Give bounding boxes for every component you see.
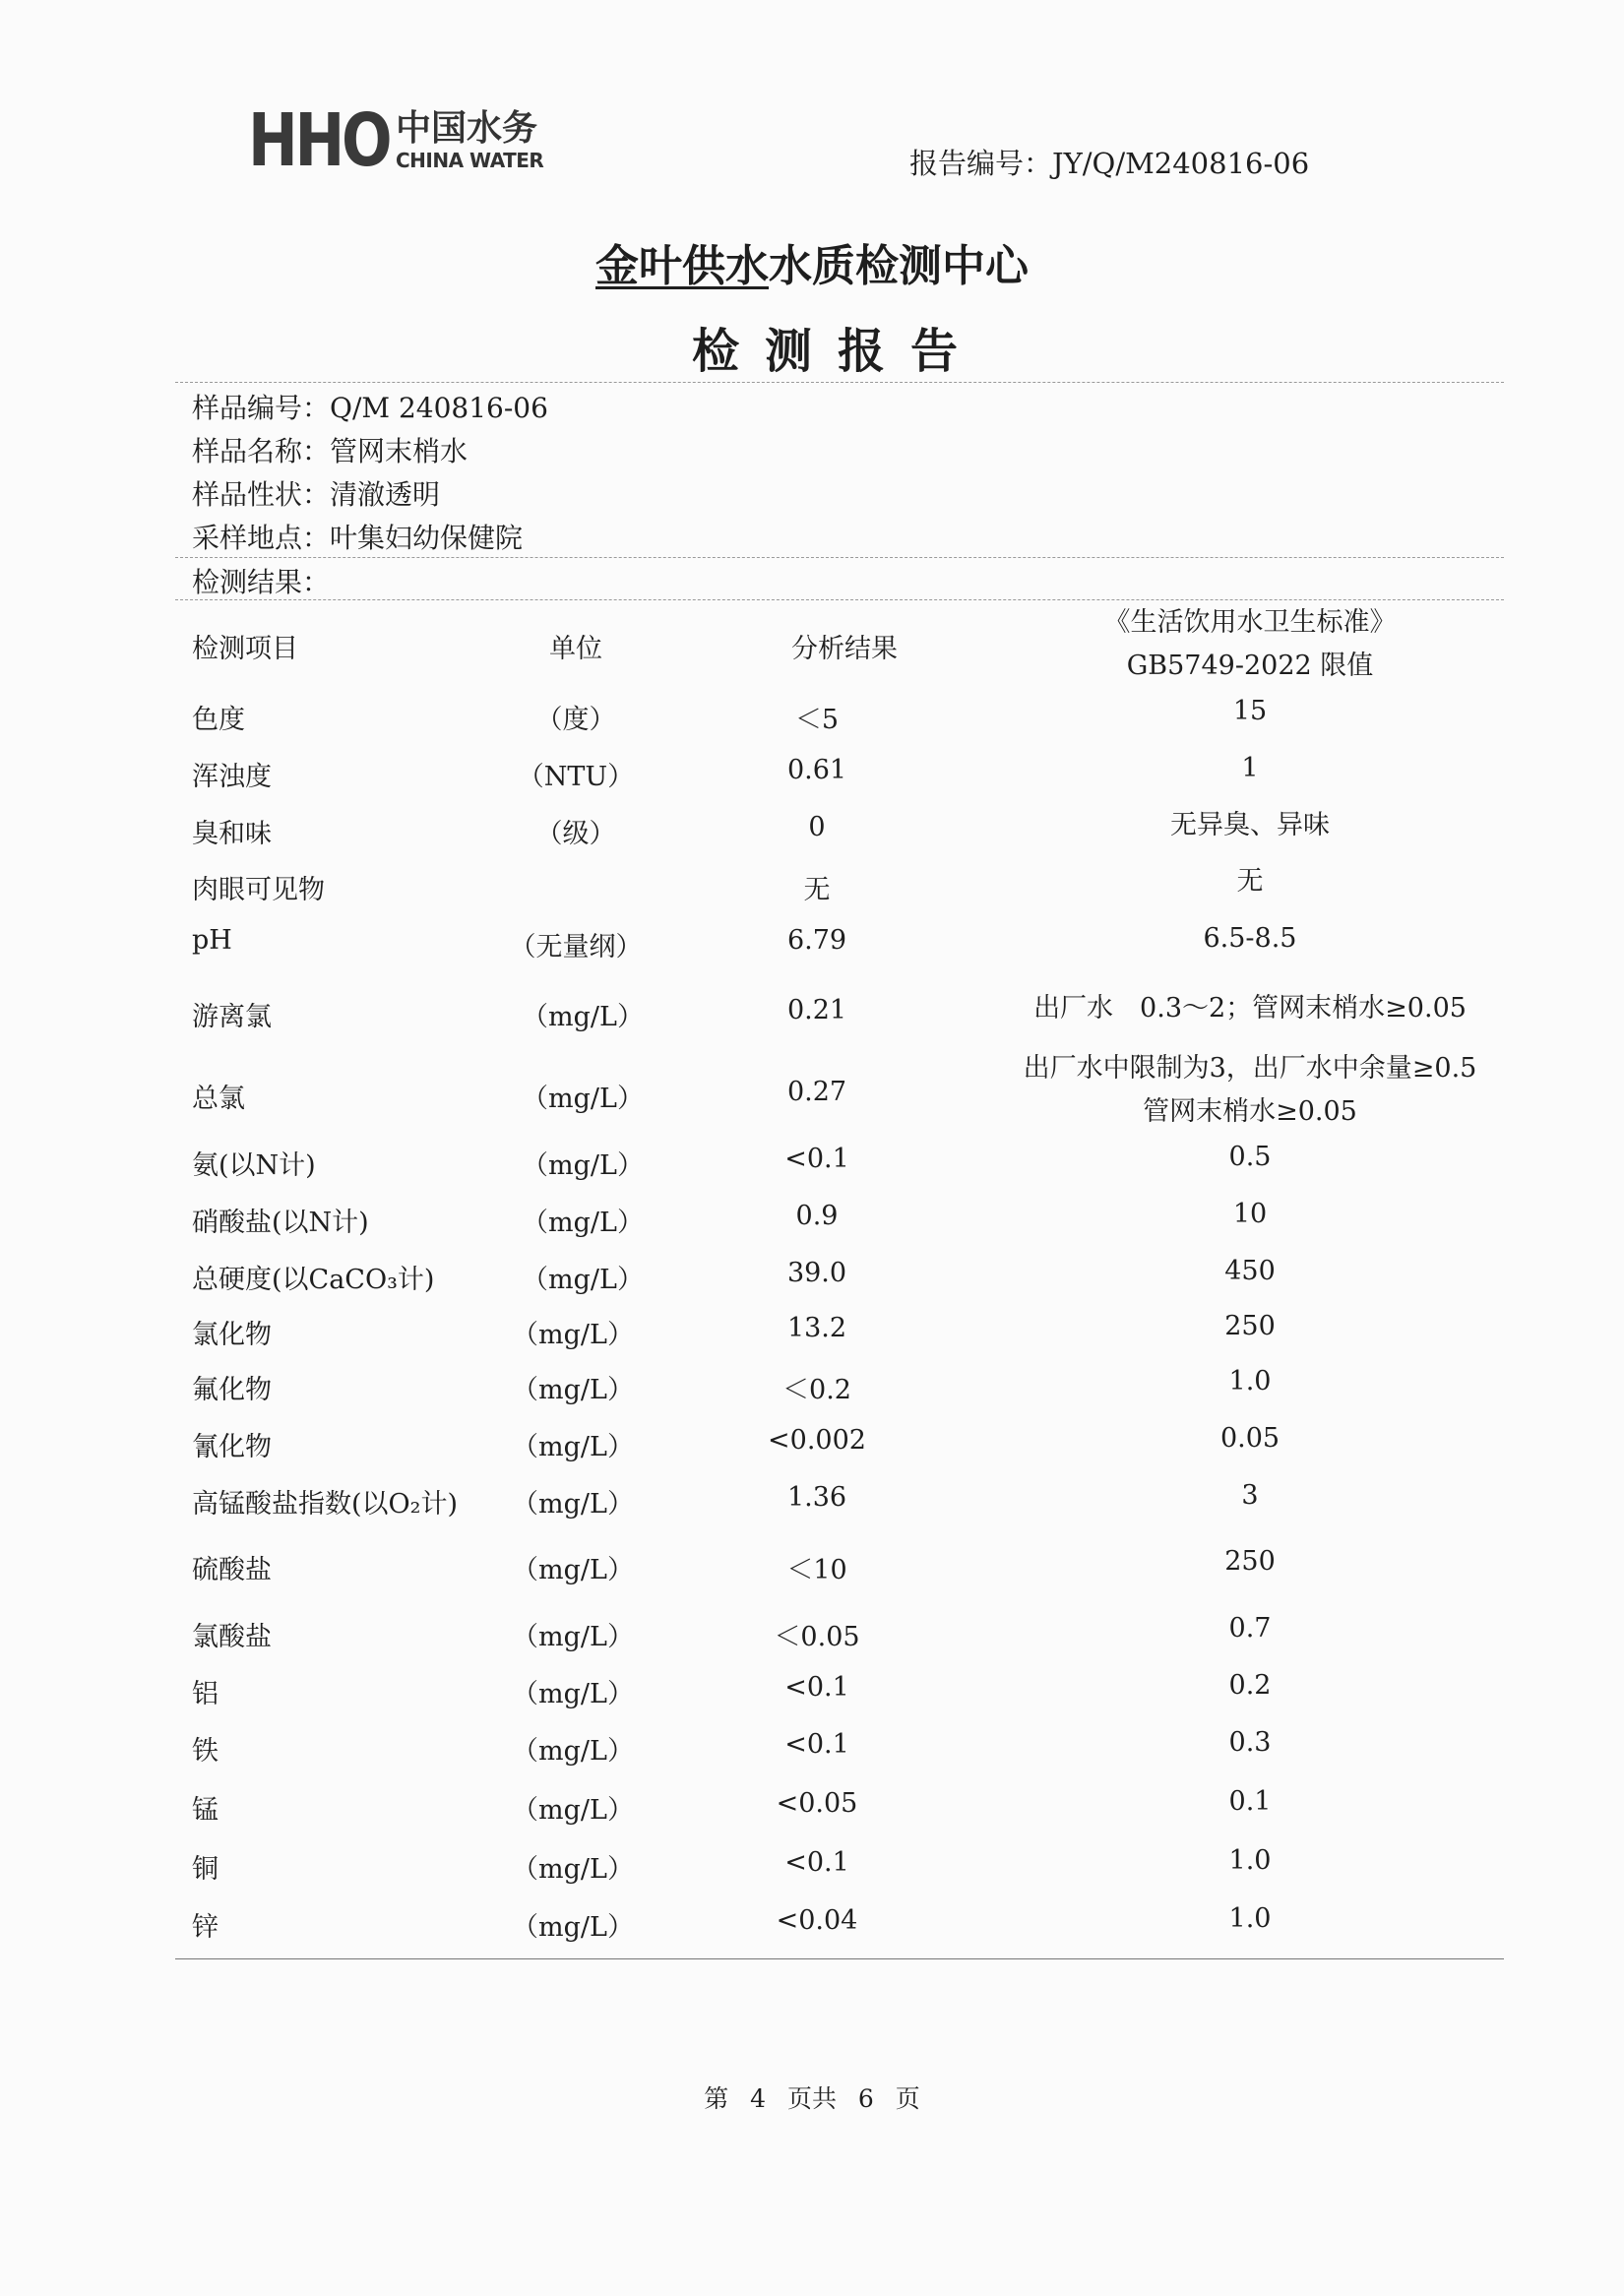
row-item: 高锰酸盐指数(以O₂计)	[192, 1489, 459, 1520]
row-limit: 15	[1232, 696, 1268, 726]
logo-english: CHINA WATER	[396, 149, 544, 172]
row-result: 0.61	[786, 755, 847, 785]
row-item: 铝	[192, 1679, 219, 1709]
row-result: 0	[808, 812, 826, 842]
row-unit: （度）	[535, 705, 616, 735]
sample-state: 样品性状：清澈透明	[192, 478, 441, 511]
row-item: 浑浊度	[192, 762, 272, 792]
sample-name: 样品名称：管网末梢水	[192, 435, 468, 467]
row-result: <0.1	[784, 1144, 849, 1174]
divider	[175, 599, 1504, 600]
row-unit: （级）	[535, 819, 616, 849]
row-unit: （mg/L）	[512, 1795, 634, 1826]
row-limit: 0.3	[1228, 1727, 1272, 1758]
logo-chinese: 中国水务	[396, 108, 538, 149]
row-result: ＜5	[794, 705, 840, 735]
row-unit: （mg/L）	[512, 1679, 634, 1709]
row-limit: 1.0	[1228, 1366, 1272, 1396]
row-unit: （mg/L）	[522, 1208, 644, 1238]
row-unit: （mg/L）	[512, 1736, 634, 1767]
page-number: 第 4 页共 6 页	[704, 2084, 920, 2113]
row-limit: 10	[1232, 1199, 1268, 1229]
divider	[175, 382, 1504, 383]
row-unit: （mg/L）	[522, 1150, 644, 1181]
center-title-rest: 水质检测中心	[769, 241, 1029, 291]
row-limit: 无	[1236, 866, 1264, 897]
report-title: 检测报告	[691, 324, 983, 379]
row-result: <0.002	[768, 1425, 866, 1456]
logo-hho: HHO	[248, 98, 390, 183]
row-limit: 6.5-8.5	[1203, 923, 1297, 954]
row-result: 0.21	[786, 995, 847, 1025]
header-standard	[984, 601, 1516, 688]
row-item: 游离氯	[192, 1002, 272, 1032]
center-title-underlined: 金叶供水	[595, 241, 769, 291]
row-result: ＜0.05	[774, 1622, 860, 1652]
row-result: 0.27	[786, 1077, 847, 1107]
row-result: <0.04	[776, 1905, 858, 1936]
row-item: 铜	[192, 1854, 219, 1885]
row-unit: （mg/L）	[512, 1489, 634, 1520]
row-limit: 450	[1224, 1256, 1276, 1286]
center-title	[0, 230, 1624, 293]
row-item: 总硬度(以CaCO₃计)	[192, 1265, 435, 1295]
row-item: 氰化物	[192, 1432, 272, 1462]
row-result: 39.0	[786, 1258, 847, 1288]
row-unit: （mg/L）	[512, 1854, 634, 1885]
row-limit	[984, 1047, 1516, 1134]
header-result: 分析结果	[791, 634, 898, 664]
row-limit: 0.1	[1228, 1786, 1272, 1817]
row-item: 铁	[192, 1736, 219, 1767]
row-result: 1.36	[786, 1482, 847, 1513]
row-item: 氨(以N计)	[192, 1150, 316, 1181]
row-result: <0.1	[784, 1729, 849, 1760]
row-item: pH	[192, 925, 232, 956]
row-limit: 0.2	[1228, 1670, 1272, 1701]
row-item: 硝酸盐(以N计)	[192, 1208, 369, 1238]
row-limit: 1.0	[1228, 1903, 1272, 1934]
row-item: 氯酸盐	[192, 1622, 272, 1652]
row-limit: 250	[1224, 1546, 1276, 1577]
row-limit: 0.05	[1219, 1423, 1280, 1454]
divider	[175, 557, 1504, 558]
header-standard-line1: 《生活饮用水卫生标准》	[1103, 607, 1397, 638]
row-limit-line2: 管网末梢水≥0.05	[1143, 1096, 1357, 1127]
row-item: 色度	[192, 705, 245, 735]
row-unit: （mg/L）	[522, 1265, 644, 1295]
row-limit: 0.7	[1228, 1613, 1272, 1644]
row-result: 6.79	[786, 925, 847, 956]
row-limit-line1: 出厂水中限制为3，出厂水中余量≥0.5	[1023, 1053, 1477, 1084]
results-label: 检测结果：	[192, 566, 331, 598]
row-unit: （mg/L）	[512, 1320, 634, 1350]
row-result: 0.9	[795, 1201, 839, 1231]
row-result: ＜10	[786, 1555, 847, 1585]
row-item: 臭和味	[192, 819, 272, 849]
row-result: 13.2	[786, 1313, 847, 1343]
row-limit: 0.5	[1228, 1142, 1272, 1172]
row-result: <0.1	[784, 1672, 849, 1703]
header-item: 检测项目	[192, 634, 298, 664]
row-result: <0.05	[776, 1788, 858, 1819]
row-result: <0.1	[784, 1847, 849, 1878]
row-unit: （mg/L）	[522, 1084, 644, 1114]
row-result: ＜0.2	[782, 1375, 851, 1405]
sampling-site: 采样地点：叶集妇幼保健院	[192, 522, 524, 554]
report-number: 报告编号：JY/Q/M240816-06	[909, 147, 1310, 180]
row-item: 锰	[192, 1795, 219, 1826]
row-limit: 无异臭、异味	[1170, 810, 1330, 840]
header-unit: 单位	[549, 634, 602, 664]
sample-number: 样品编号：Q/M 240816-06	[192, 392, 548, 424]
row-item: 锌	[192, 1912, 219, 1943]
row-limit: 出厂水 0.3～2；管网末梢水≥0.05	[1033, 993, 1467, 1024]
table-bottom-rule	[175, 1958, 1504, 1959]
row-limit: 1	[1241, 753, 1259, 783]
row-item: 氯化物	[192, 1320, 272, 1350]
row-unit: （mg/L）	[512, 1375, 634, 1405]
row-item: 总氯	[192, 1084, 245, 1114]
row-unit: （mg/L）	[512, 1555, 634, 1585]
header-standard-line2: GB5749-2022 限值	[1126, 651, 1374, 681]
row-unit: （mg/L）	[522, 1002, 644, 1032]
row-limit: 1.0	[1228, 1845, 1272, 1876]
row-result: 无	[803, 875, 831, 905]
row-item: 肉眼可见物	[192, 875, 325, 905]
row-unit: （mg/L）	[512, 1432, 634, 1462]
row-item: 氟化物	[192, 1375, 272, 1405]
row-limit: 3	[1241, 1480, 1259, 1511]
row-unit: （无量纲）	[509, 932, 643, 962]
row-unit: （mg/L）	[512, 1622, 634, 1652]
row-unit: （NTU）	[517, 762, 635, 792]
row-limit: 250	[1224, 1311, 1276, 1341]
row-item: 硫酸盐	[192, 1555, 272, 1585]
row-unit: （mg/L）	[512, 1912, 634, 1943]
